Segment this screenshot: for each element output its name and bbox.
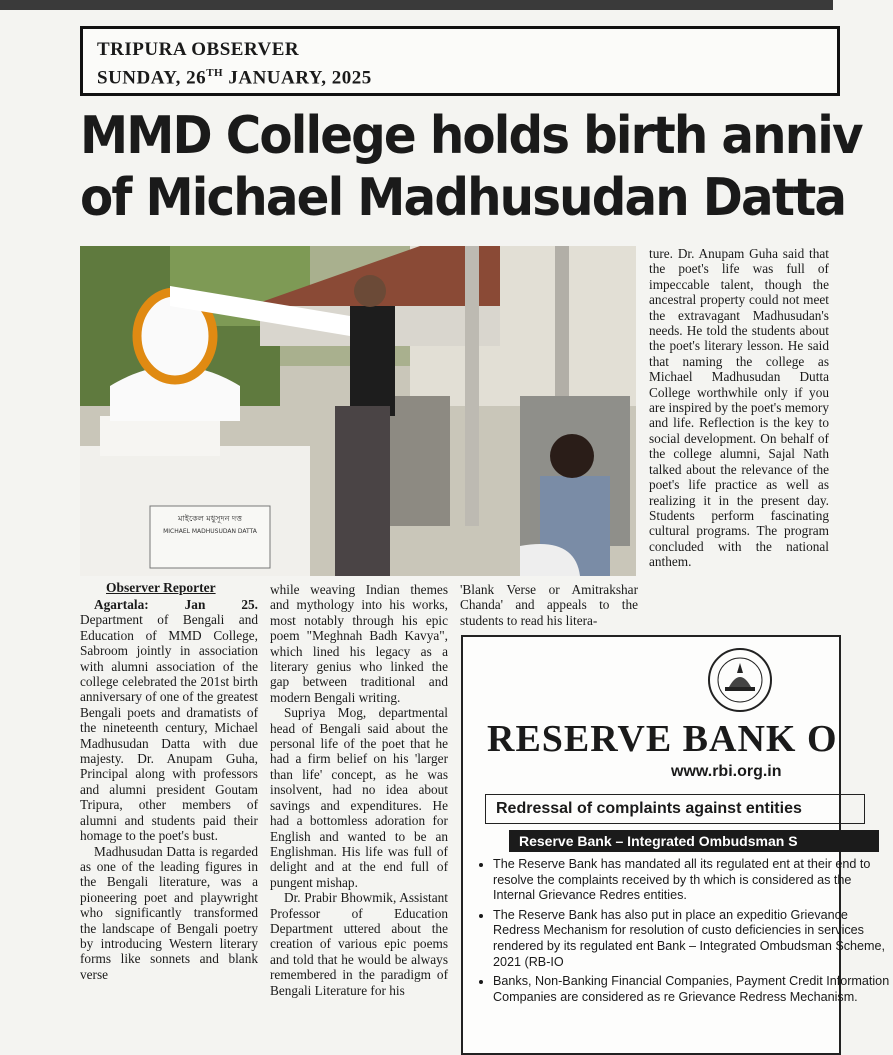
- publication-date: SUNDAY, 26TH JANUARY, 2025: [97, 67, 372, 89]
- bank-name: RESERVE BANK O: [487, 718, 838, 760]
- rbi-emblem-icon: [707, 647, 773, 713]
- plaque-line-1: মাইকেল মধুসূদন দত্ত: [178, 514, 242, 523]
- headline: [80, 105, 862, 229]
- scheme-heading: Reserve Bank – Integrated Ombudsman S: [509, 830, 879, 852]
- paragraph: 'Blank Verse or Amitrakshar Chanda' and appeals to the students to read his litera-: [460, 582, 638, 628]
- paragraph: ture. Dr. Anupam Guha said that the poet's life was full of impeccable talent, though the ancestral property could not meet the extravagant Madhusudan's needs. He told the students about the poet's literary lesson. He said that naming the college as Michael Madhusudan Dutta College worthwhile only if you are inspired by the poet's memory and life. Reflection is the key to social development. On behalf of the college alumni, Sajal Nath talked about the relevance of the poet's life practice as well as realizing it in the present day. Students perform fascinating cultural programs. The program concluded with the national anthem.: [649, 246, 830, 570]
- article-column-1: [80, 597, 258, 1049]
- headline-line-1: MMD College holds birth anniv: [80, 106, 862, 166]
- plaque-line-2: MICHAEL MADHUSUDAN DATTA: [163, 528, 257, 535]
- list-item: • Banks, Non-Banking Financial Companies, Payment Credit Information Companies are considered as re Grievance Redress Mechanism.: [493, 974, 893, 1005]
- paragraph: Madhusudan Datta is regarded as one of the leading figures in the Bengali literature, was a pioneering poet and playwright who significantly transformed the landscape of Bengali poetry by introducing Western literary forms like sonnets and blank verse: [80, 843, 258, 982]
- top-edge-bar: [0, 0, 833, 10]
- bank-url: www.rbi.org.in: [671, 763, 782, 780]
- ad-bullet-list: [475, 857, 893, 1009]
- photo-illustration: [80, 246, 636, 576]
- paragraph: while weaving Indian themes and mythology into his works, most notably through his epic poem "Meghnah Badh Kavya", which lined his legacy as a literary genius who linked the gap between traditional and modern Bengali writing.: [270, 582, 448, 705]
- paragraph: Dr. Prabir Bhowmik, Assistant Professor of Education Department uttered about the creation of various epic poems and told that he would be always remembered in the paradigm of Bengali Literature for his: [270, 890, 448, 998]
- list-item: • The Reserve Bank has mandated all its regulated ent at their end to resolve the complaints received by th which is considered as the Internal Grievance Redres entities.: [493, 857, 893, 904]
- article-column-2: [270, 582, 448, 1049]
- publication-name: TRIPURA OBSERVER: [97, 39, 300, 60]
- article-column-3: [460, 582, 638, 630]
- list-item: • The Reserve Bank has also put in place an expeditio Grievance Redress Mechanism for resolution of custo deficiencies in services rendered by its regulated ent Bank – Integrated Ombudsman Scheme, 2021 (RB-IO: [493, 908, 893, 970]
- rbi-advertisement: [461, 635, 890, 1055]
- article-column-4: [649, 246, 829, 626]
- redressal-heading: Redressal of complaints against entities: [485, 794, 865, 824]
- dateline: Agartala: Jan 25.: [94, 597, 258, 612]
- paragraph: Agartala: Jan 25. Department of Bengali and Education of MMD College, Sabroom jointly in association with alumni association of the college celebrated the 201st birth anniversary of one of the greatest Bengali poets and dramatists of the nineteenth century, Michael Madhusudan Datta with due majesty. Dr. Anupam Guha, Principal along with professors and alumni president Goutam Tripura, other members of alumni and students paid their homage to the poet's bust.: [80, 597, 258, 844]
- headline-line-2: of Michael Madhusudan Datta: [80, 168, 846, 228]
- paragraph: Supriya Mog, departmental head of Bengali said about the personal life of the poet that he had a firm belief on his 'larger than life' concept, as he was insolvent, had no idea about savings and expenditures. He had a bottomless adoration for English and wanted to be an Englishman. His life was full of delight and at the end full of pungent mishap.: [270, 705, 448, 890]
- byline: Observer Reporter: [106, 580, 216, 595]
- article-photo: [80, 246, 636, 576]
- masthead: [80, 26, 840, 96]
